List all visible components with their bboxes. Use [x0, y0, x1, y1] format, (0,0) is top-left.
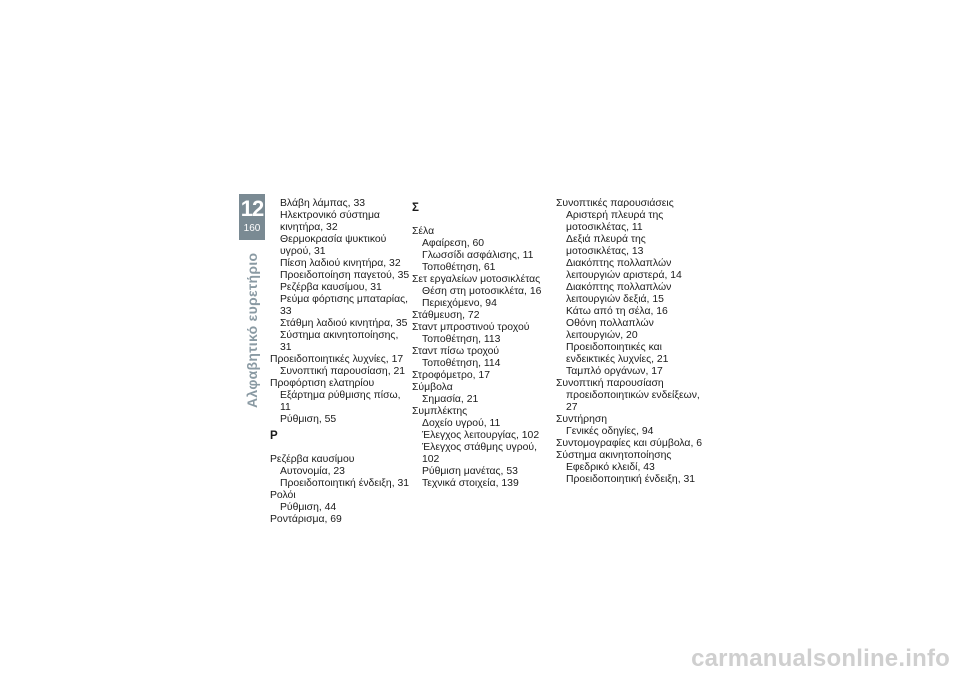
page-number: 160 [243, 223, 261, 234]
index-subentry: Τοποθέτηση, 113 [422, 333, 501, 345]
index-entry: Συνοπτικές παρουσιάσεις [556, 198, 674, 209]
index-subentry: Δεξιά πλευρά της [566, 234, 646, 245]
index-subentry: Ρεύμα φόρτισης μπαταρίας, 33 [280, 294, 409, 317]
index-subentry: Δοχείο υγρού, 11 [422, 417, 501, 429]
index-subentry: Αυτονομία, 23 [280, 465, 345, 477]
index-entry: Ρεζέρβα καυσίμου [270, 453, 355, 465]
index-subentry: Ηλεκτρονικό σύστημα [280, 210, 380, 221]
index-entry: Συνοπτική παρουσίαση [556, 378, 664, 389]
section-side-title: Αλφαβητικό ευρετήριο [244, 252, 260, 408]
index-entry: Στάθμευση, 72 [412, 309, 480, 321]
index-entry: Συμπλέκτης [412, 405, 468, 417]
index-subentry: Στάθμη λαδιού κινητήρα, 35 [280, 318, 408, 329]
index-subentry: Σημασία, 21 [422, 393, 479, 405]
index-subentry: Προειδοποιητικές και [566, 342, 662, 353]
index-entry: Προφόρτιση ελατηρίου [270, 378, 375, 389]
index-subentry: Κάτω από τη σέλα, 16 [566, 306, 668, 317]
index-subentry: Οθόνη πολλαπλών [566, 318, 654, 329]
index-subentry: Έλεγχος στάθμης υγρού, 102 [422, 441, 537, 465]
index-subentry: λειτουργιών, 20 [566, 330, 638, 341]
index-subentry: Έλεγχος λειτουργίας, 102 [422, 429, 540, 441]
index-subentry: Εξάρτημα ρύθμισης πίσω, 11 [280, 390, 401, 413]
index-subentry: Θερμοκρασία ψυκτικού [280, 234, 387, 245]
index-subentry: προειδοποιητικών ενδείξεων, 27 [566, 390, 700, 413]
index-column-3 [556, 198, 706, 486]
index-subentry: κινητήρα, 32 [280, 222, 338, 233]
index-letter-heading: Σ [412, 202, 419, 214]
chapter-badge [239, 194, 265, 240]
index-subentry: Ρεζέρβα καυσίμου, 31 [280, 282, 382, 293]
index-entry: Ρολόι [270, 489, 296, 501]
index-entry: Σταντ μπροστινού τροχού [412, 321, 530, 333]
index-subentry: Γλωσσίδι ασφάλισης, 11 [422, 249, 534, 261]
index-subentry: μοτοσικλέτας, 13 [566, 246, 644, 257]
index-subentry: Βλάβη λάμπας, 33 [280, 198, 366, 209]
index-letter-heading: Ρ [270, 430, 278, 442]
index-subentry: Τοποθέτηση, 114 [422, 357, 501, 369]
index-subentry: Προειδοποιητική ένδειξη, 31 [566, 474, 696, 485]
index-entry: Σύμβολα [412, 381, 453, 393]
index-subentry: Συνοπτική παρουσίαση, 21 [280, 366, 406, 377]
index-subentry: μοτοσικλέτας, 11 [566, 222, 643, 233]
index-subentry: Τοποθέτηση, 61 [422, 261, 496, 273]
chapter-number: 12 [240, 196, 264, 221]
index-subentry: Αφαίρεση, 60 [422, 237, 485, 249]
index-entry: Σταντ πίσω τροχού [412, 345, 500, 357]
index-subentry: Θέση στη μοτοσικλέτα, 16 [422, 285, 542, 297]
index-subentry: Τεχνικά στοιχεία, 139 [422, 477, 519, 489]
index-subentry: ενδεικτικές λυχνίες, 21 [566, 354, 669, 365]
index-subentry: Διακόπτης πολλαπλών [566, 258, 672, 269]
index-subentry: Ρύθμιση, 55 [280, 414, 337, 425]
index-entry: Συντήρηση [556, 414, 608, 425]
index-column-2 [412, 198, 552, 490]
index-subentry: Διακόπτης πολλαπλών [566, 282, 672, 293]
index-column-1 [270, 198, 410, 526]
index-entry: Ροντάρισμα, 69 [270, 513, 342, 525]
index-subentry: Σύστημα ακινητοποίησης, 31 [280, 330, 399, 353]
index-subentry: λειτουργιών αριστερά, 14 [566, 270, 682, 281]
index-subentry: Εφεδρικό κλειδί, 43 [566, 462, 655, 473]
index-subentry: υγρού, 31 [280, 246, 326, 257]
index-subentry: λειτουργιών δεξιά, 15 [566, 294, 664, 305]
index-entry: Σύστημα ακινητοποίησης [556, 450, 672, 461]
index-entry: Σετ εργαλείων μοτοσικλέτας [412, 273, 541, 285]
index-subentry: Γενικές οδηγίες, 94 [566, 426, 654, 437]
index-subentry: Προειδοποίηση παγετού, 35 [280, 270, 410, 281]
index-subentry: Πίεση λαδιού κινητήρα, 32 [280, 258, 401, 269]
index-subentry: Ρύθμιση μανέτας, 53 [422, 465, 518, 477]
index-subentry: Αριστερή πλευρά της [566, 210, 664, 221]
index-entry: Στροφόμετρο, 17 [412, 369, 490, 381]
index-subentry: Ταμπλό οργάνων, 17 [566, 366, 663, 377]
index-subentry: Περιεχόμενο, 94 [422, 297, 497, 309]
index-entry: Συντομογραφίες και σύμβολα, 6 [556, 438, 702, 449]
index-entry: Προειδοποιητικές λυχνίες, 17 [270, 354, 404, 365]
index-subentry: Ρύθμιση, 44 [280, 501, 337, 513]
index-entry: Σέλα [412, 225, 435, 237]
watermark: carmanualsonline.info [691, 645, 950, 672]
index-subentry: Προειδοποιητική ένδειξη, 31 [280, 477, 410, 489]
